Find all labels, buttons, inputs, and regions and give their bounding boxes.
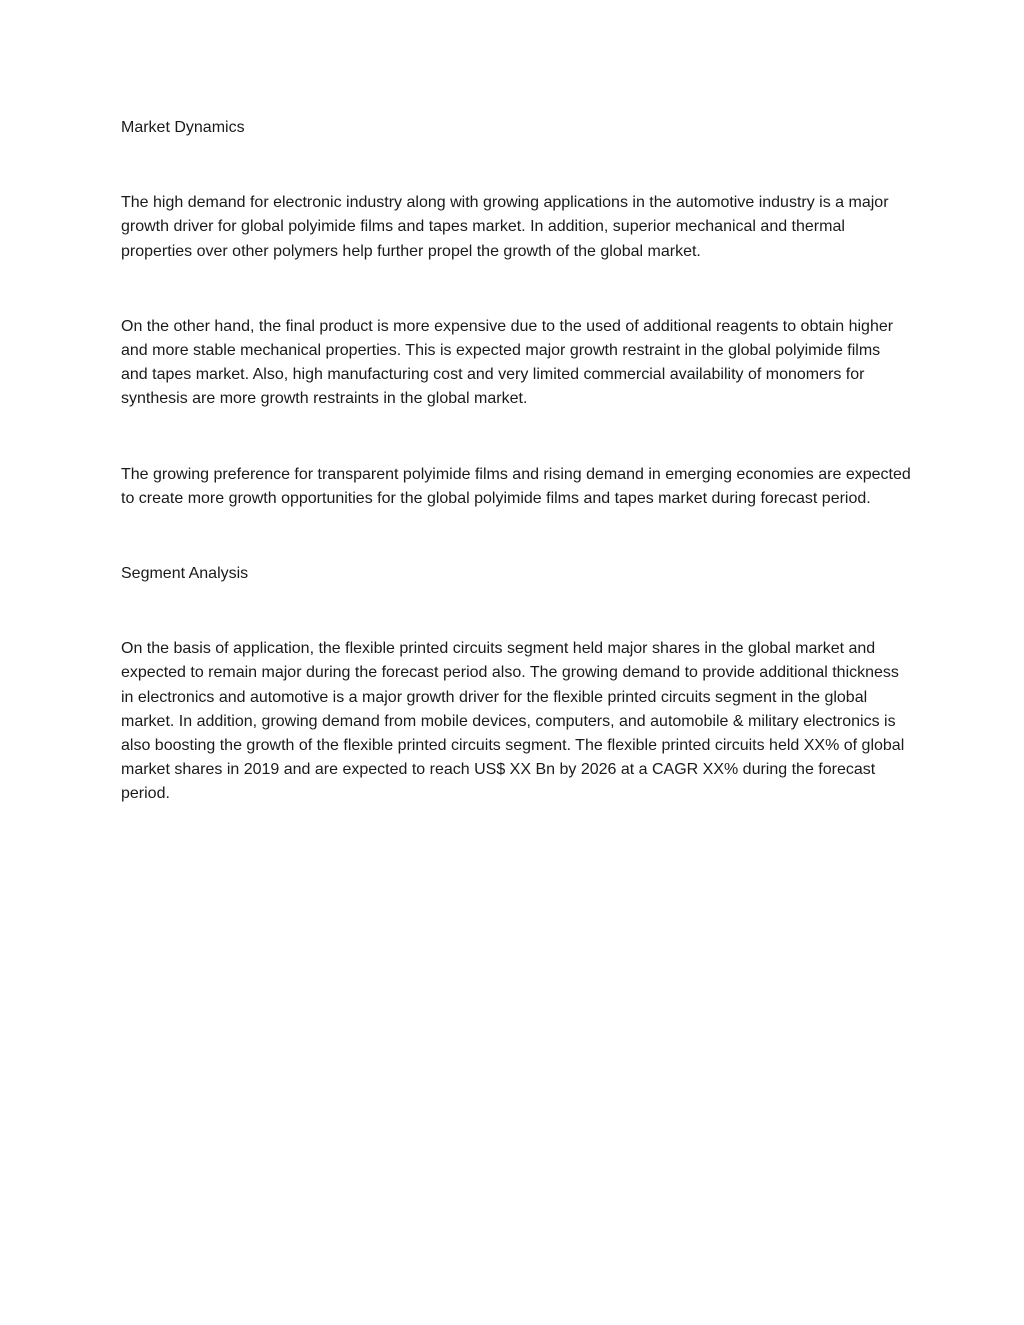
paragraph-restraints: On the other hand, the final product is more expensive due to the used of additional reagents to obtain higher and more stable mechanical properties. This is expected major growth restraint in the global polyimide films and tapes market. Also, high manufacturing cost and very limited commercial availability of monomers for synthesis are more growth restraints in the global market. — [121, 317, 894, 408]
paragraph-segment-application: On the basis of application, the flexible printed circuits segment held major shares in the global market and expected to remain major during the forecast period also. The growing demand to provide additional thickness in electronics and automotive is a major growth driver for the flexible printed circuits segment in the global market. In addition, growing demand from mobile devices, computers, and automobile & military electronics is also boosting the growth of the flexible printed circuits segment. The flexible printed circuits held XX% of global market shares in 2019 and are expected to reach US$ XX Bn by 2026 at a CAGR XX% during the forecast period. — [121, 640, 905, 803]
section-heading-market-dynamics: Market Dynamics — [121, 119, 245, 136]
paragraph-opportunities: The growing preference for transparent polyimide films and rising demand in emerging economies are expected to create more growth opportunities for the global polyimide films and tapes market during forecast period. — [121, 465, 911, 507]
section-heading-segment-analysis: Segment Analysis — [121, 565, 249, 583]
paragraph-demand-drivers: The high demand for electronic industry along with growing applications in the automotive industry is a major growth driver for global polyimide films and tapes market. In addition, superior mechanical and thermal properties over other polymers help further propel the growth of the global market. — [121, 194, 889, 260]
document-body — [121, 116, 911, 807]
